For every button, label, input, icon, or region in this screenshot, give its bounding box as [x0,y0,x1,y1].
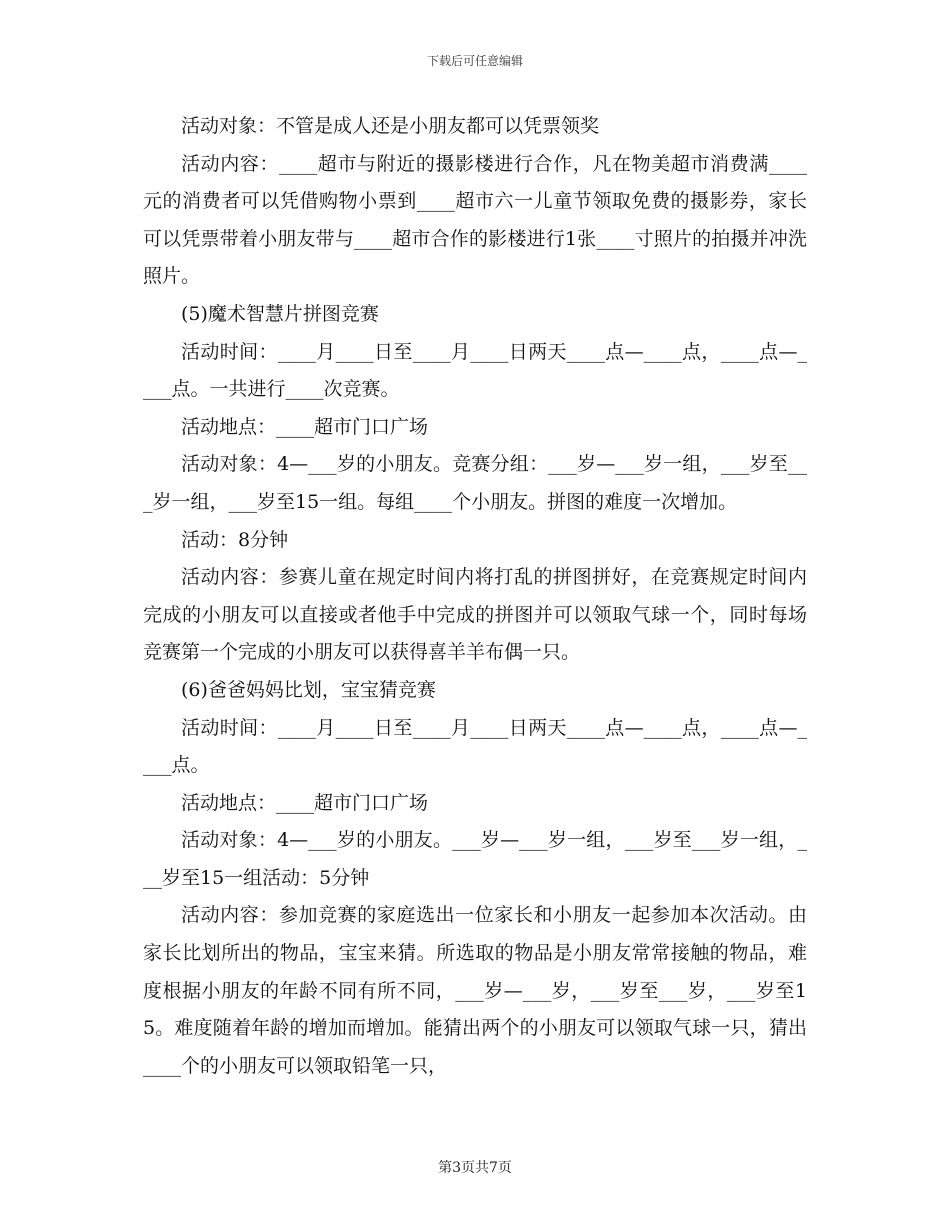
paragraph-activity-target: 活动对象：不管是成人还是小朋友都可以凭票领奖 [181,115,600,137]
page-header: 下载后可任意编辑 [426,54,523,68]
paragraph-guess-time: 活动时间：____月____日至____月____日两天____点—____点，____点—____点。 [143,716,807,777]
paragraph-guess-target: 活动对象：4—___岁的小朋友。___岁—___岁一组，___岁至___岁一组，___岁至15一组活动：5分钟 [143,829,807,889]
document-body [143,108,807,1085]
paragraph-puzzle-target: 活动对象：4—___岁的小朋友。竞赛分组：___岁—___岁一组，___岁至___岁一组，___岁至15一组。每组____个小朋友。拼图的难度一次增加。 [143,453,807,513]
page-footer: 第3页共7页 [438,1160,512,1176]
section-heading-guess-contest: (6)爸爸妈妈比划，宝宝猜竞赛 [181,678,436,701]
paragraph-puzzle-time: 活动时间：____月____日至____月____日两天____点—____点，____点—____点。一共进行____次竞赛。 [143,340,807,401]
paragraph-puzzle-location: 活动地点：____超市门口广场 [181,415,429,438]
paragraph-puzzle-duration: 活动：8分钟 [181,528,289,551]
paragraph-activity-content: 活动内容：____超市与附近的摄影楼进行合作，凡在物美超市消费满____元的消费者可以凭借购物小票到____超市六一儿童节领取免费的摄影券，家长可以凭票带着小朋友带与____超市合作的影楼进行1张____寸照片的拍摄并冲洗照片。 [143,152,807,288]
paragraph-guess-content: 活动内容：参加竞赛的家庭选出一位家长和小朋友一起参加本次活动。由家长比划所出的物品，宝宝来猜。所选取的物品是小朋友常常接触的物品，难度根据小朋友的年龄不同有所不同，___岁—___岁，___岁至___岁，___岁至15。难度随着年龄的增加而增加。能猜出两个的小朋友可以领取气球一只，猜出____个的小朋友可以领取铅笔一只， [143,904,807,1077]
section-heading-puzzle-contest: (5)魔术智慧片拼图竞赛 [181,302,379,325]
paragraph-puzzle-content: 活动内容：参赛儿童在规定时间内将打乱的拼图拼好，在竞赛规定时间内完成的小朋友可以直接或者他手中完成的拼图并可以领取气球一个，同时每场竞赛第一个完成的小朋友可以获得喜羊羊布偶一只。 [143,566,807,664]
paragraph-guess-location: 活动地点：____超市门口广场 [181,791,429,814]
